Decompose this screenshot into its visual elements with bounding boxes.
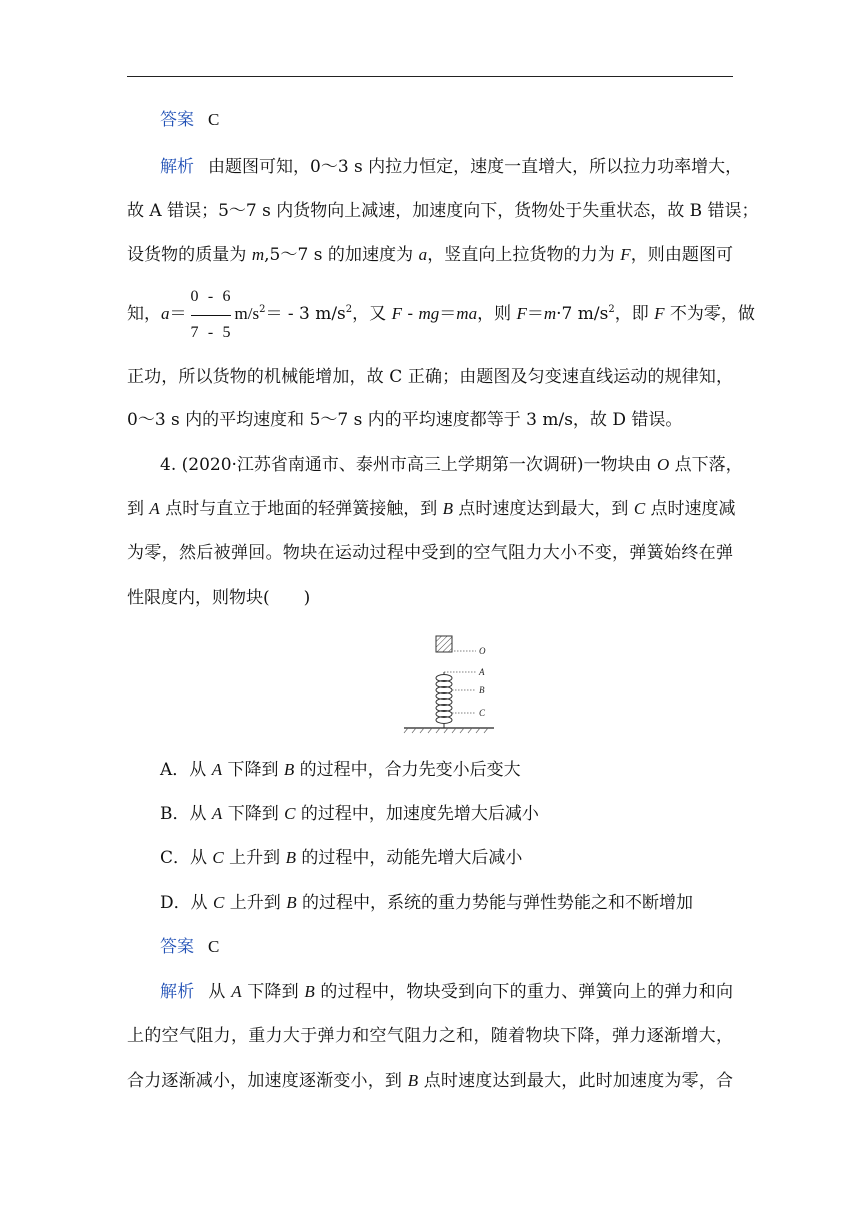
option-d: D．从 C 上升到 B 的过程中，系统的重力势能与弹性势能之和不断增加 [160, 893, 693, 913]
answer-line-1 [160, 108, 360, 132]
header-rule [127, 76, 733, 77]
question4-line-2: 到 A 点时与直立于地面的轻弹簧接触，到 B 点时速度达到最大，到 C 点时速度减 [127, 499, 736, 519]
question4-line-4: 性限度内，则物块( ) [127, 588, 311, 608]
answer-value: C [208, 110, 220, 129]
spring-block-figure [398, 634, 498, 736]
analysis1-line-6: 0～3 s 内的平均速度和 5～7 s 内的平均速度都等于 3 m/s，故 D 错误。 [127, 410, 683, 430]
analysis1-line-2: 故 A 错误；5～7 s 内货物向上减速，加速度向下，货物处于失重状态，故 B 错误； [127, 201, 759, 221]
label-C: C [479, 708, 486, 718]
analysis1-line-3: 设货物的质量为 m,5～7 s 的加速度为 a，竖直向上拉货物的力为 F，则由题图可 [127, 245, 734, 265]
analysis1-line-5: 正功，所以货物的机械能增加，故 C 正确；由题图及匀变速直线运动的规律知， [127, 367, 733, 387]
analysis1-line-1: 解析 由题图可知，0～3 s 内拉力恒定，速度一直增大，所以拉力功率增大， [160, 157, 743, 177]
label-O: O [479, 646, 486, 656]
answer-label: 答案 [160, 110, 194, 130]
answer-label: 答案 [160, 937, 194, 957]
question4-line-3: 为零，然后被弹回。物块在运动过程中受到的空气阻力大小不变，弹簧始终在弹 [127, 543, 733, 563]
analysis2-line-1: 解析 从 A 下降到 B 的过程中，物块受到向下的重力、弹簧向上的弹力和向 [160, 982, 734, 1002]
ground-hatch [404, 728, 488, 733]
analysis2-line-2: 上的空气阻力，重力大于弹力和空气阻力之和，随着物块下降，弹力逐渐增大， [127, 1026, 733, 1046]
option-c: C．从 C 上升到 B 的过程中，动能先增大后减小 [160, 848, 523, 868]
label-A: A [479, 667, 485, 677]
analysis-label: 解析 [160, 157, 194, 177]
analysis-label: 解析 [160, 982, 195, 1002]
question4-line-1: 4. (2020·江苏省南通市、泰州市高三上学期第一次调研)一物块由 O 点下落， [160, 455, 743, 475]
spring-icon [436, 672, 452, 728]
block-icon [436, 636, 452, 652]
option-b: B．从 A 下降到 C 的过程中，加速度先增大后减小 [160, 804, 539, 824]
analysis2-line-3: 合力逐渐减小，加速度逐渐变小，到 B 点时速度达到最大，此时加速度为零，合 [127, 1071, 734, 1091]
option-a: A．从 A 下降到 B 的过程中，合力先变小后变大 [160, 760, 521, 780]
answer-value: C [208, 937, 220, 956]
fraction: $\frac{0 - 6}{7 - 5}$ [190, 287, 231, 341]
answer-line-2 [160, 935, 360, 959]
analysis1-line-4: 知，a＝ $\frac{0 - 6}{7 - 5}$ $m/s^2= - 3$ $m/s^2$，又 F - mg＝ma，则 F＝m·7 $m/s^2$，即 F 不为零，做 [127, 287, 755, 341]
label-B: B [479, 685, 485, 695]
